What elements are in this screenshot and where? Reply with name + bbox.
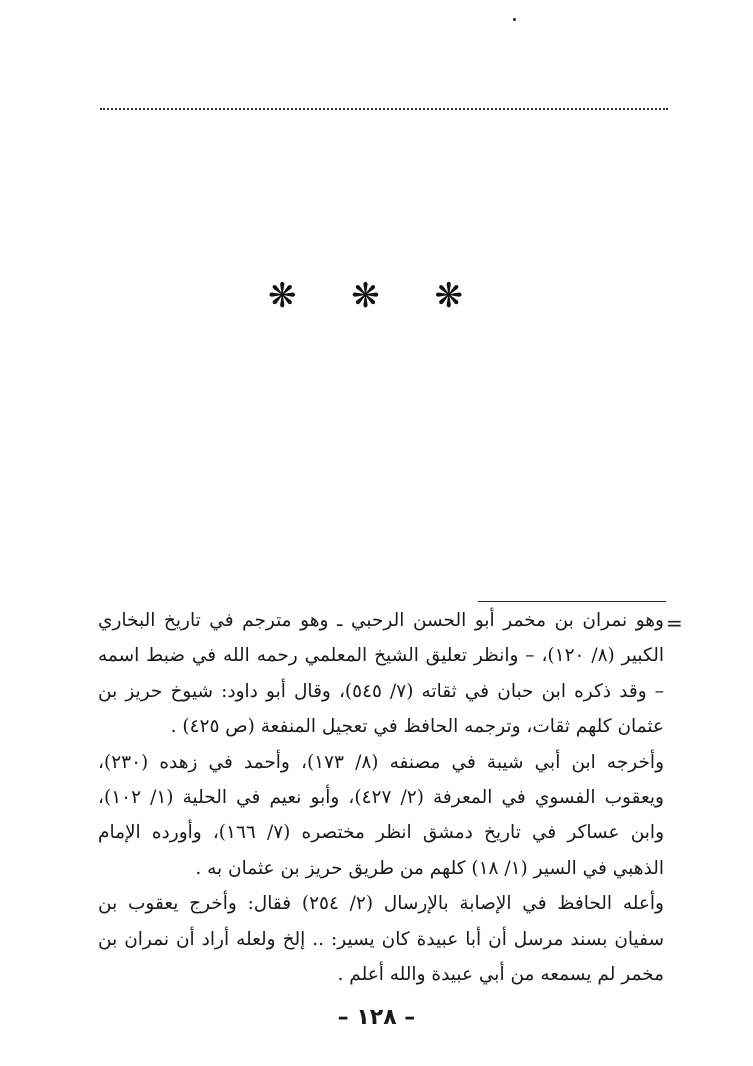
footnote-separator [478,601,666,602]
footnote-paragraph-1: وهو نمران بن مخمر أبو الحسن الرحبي ـ وهو مترجم في تاريخ البخاري الكبير (٨/ ١٢٠)، – وانظر تعليق الشيخ المعلمي رحمه الله في ضبط اسمه – وقد ذكره ابن حبان في ثقاته (٧/ ٥٤٥)، وقال أبو داود: شيوخ حريز بن عثمان كلهم ثقات، وترجمه الحافظ في تعجيل المنفعة (ص ٤٢٥) . [98,610,664,738]
stray-dot [513,18,516,21]
asterism-flowers-icon: ❋ ❋ ❋ [267,276,486,316]
footnote-paragraph-2: وأخرجه ابن أبي شيبة في مصنفه (٨/ ١٧٣)، وأحمد في زهده (٢٣٠)، ويعقوب الفسوي في المعرفة (٢/ ٤٢٧)، وأبو نعيم في الحلية (١/ ١٠٢)، وابن عساكر في تاريخ دمشق انظر مختصره (٧/ ١٦٦)، وأورده الإمام الذهبي في السير (١/ ١٨) كلهم من طريق حريز بن عثمان به . [98,751,665,879]
footnote-paragraph-3: وأعله الحافظ في الإصابة بالإرسال (٢/ ٢٥٤) فقال: وأخرج يعقوب بن سفيان بسند مرسل أن أبا عبيدة كان يسير: .. إلخ ولعله أراد أن نمران بن مخمر لم يسمعه من أبي عبيدة والله أعلم . [98,893,664,986]
page-number: – ١٢٨ – [337,1005,416,1030]
footnote-continuation-mark: = [666,611,683,635]
footnotes-block [98,603,664,992]
header-dotted-rule [100,108,668,110]
